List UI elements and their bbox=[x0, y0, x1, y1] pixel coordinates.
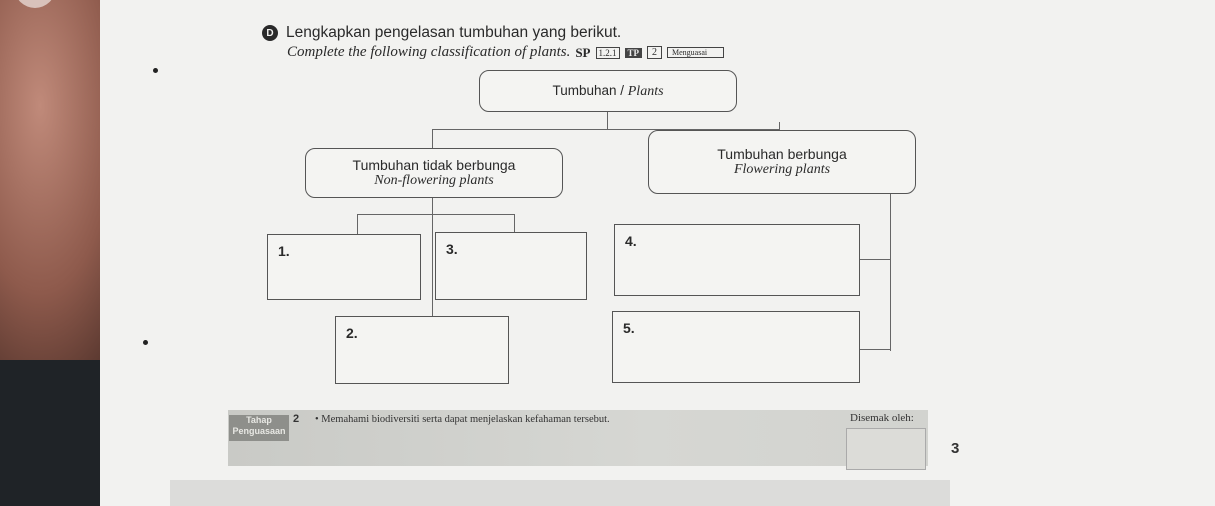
instruction-english bbox=[287, 44, 724, 61]
answer-box-2[interactable] bbox=[335, 316, 509, 384]
node-flowering-english: Flowering plants bbox=[733, 162, 831, 177]
answer-box-number: 1. bbox=[278, 243, 290, 259]
node-plants-english: Plants bbox=[627, 84, 664, 99]
connector-line bbox=[860, 349, 890, 350]
instruction-english-text: Complete the following classification of plants. bbox=[287, 44, 571, 60]
tahap-description: • Memahami biodiversiti serta dapat menjelaskan kefahaman tersebut. bbox=[315, 414, 610, 425]
dark-background bbox=[0, 360, 110, 506]
checked-by-label: Disemak oleh: bbox=[850, 412, 914, 424]
connector-line bbox=[860, 259, 890, 260]
answer-box-number: 3. bbox=[446, 241, 458, 257]
instruction-malay bbox=[262, 24, 621, 42]
connector-line bbox=[432, 129, 433, 149]
connector-line bbox=[357, 214, 515, 215]
signature-box[interactable] bbox=[846, 428, 926, 470]
mastery-label: Menguasai bbox=[667, 47, 724, 58]
hole-punch-dot bbox=[153, 68, 158, 73]
sp-code: 1.2.1 bbox=[596, 47, 620, 59]
answer-box-1[interactable] bbox=[267, 234, 421, 300]
connector-line bbox=[514, 214, 515, 233]
tp-label: TP bbox=[625, 48, 643, 58]
node-flowering bbox=[648, 130, 916, 194]
connector-line bbox=[890, 183, 891, 351]
node-non-flowering bbox=[305, 148, 563, 198]
question-letter-badge: D bbox=[262, 25, 278, 41]
node-non-flowering-malay: Tumbuhan tidak berbunga bbox=[352, 157, 516, 173]
answer-box-5[interactable] bbox=[612, 311, 860, 383]
paper-shadow bbox=[170, 480, 950, 506]
tp-level: 2 bbox=[647, 46, 662, 59]
answer-box-number: 2. bbox=[346, 325, 358, 341]
instruction-malay-text: Lengkapkan pengelasan tumbuhan yang berikut. bbox=[286, 24, 622, 41]
node-plants-malay: Tumbuhan / bbox=[552, 83, 628, 98]
sp-label: SP bbox=[575, 44, 591, 60]
hole-punch-dot bbox=[143, 340, 148, 345]
page-number: 3 bbox=[951, 440, 960, 457]
node-flowering-malay: Tumbuhan berbunga bbox=[717, 146, 847, 162]
connector-line bbox=[607, 111, 608, 130]
connector-line bbox=[357, 214, 358, 235]
answer-box-number: 5. bbox=[623, 320, 635, 336]
answer-box-3[interactable] bbox=[435, 232, 587, 300]
fingernail bbox=[15, 0, 55, 8]
connector-line bbox=[432, 300, 433, 316]
tahap-level: 2 bbox=[293, 413, 300, 425]
answer-box-4[interactable] bbox=[614, 224, 860, 296]
tahap-penguasaan-label: Tahap Penguasaan bbox=[229, 415, 289, 441]
node-non-flowering-english: Non-flowering plants bbox=[374, 173, 494, 188]
node-plants bbox=[479, 70, 737, 112]
answer-box-number: 4. bbox=[625, 233, 637, 249]
